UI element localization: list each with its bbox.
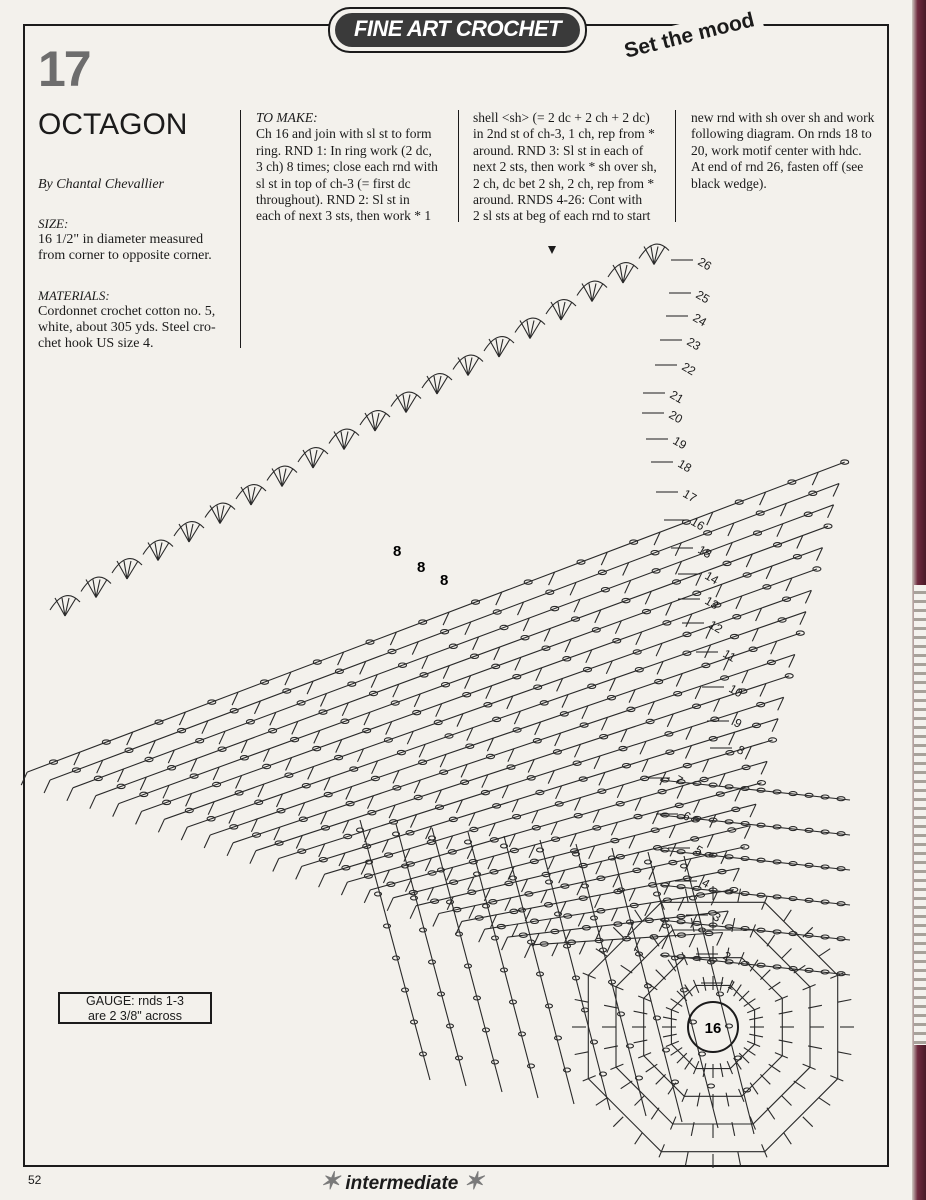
stitch-post [819,1098,831,1106]
materials-line: chet hook US size 4. [38,336,154,351]
instruction-line: throughout). RND 2: Sl st in [256,192,410,208]
stitch-post [656,1074,666,1084]
chain-loop [591,1040,598,1044]
chart-row [396,824,466,1086]
shell-scallop [546,300,576,314]
stitch-post [697,1093,700,1107]
chain-loop [384,924,391,928]
stitch-post [726,1093,729,1107]
instruction-line: following diagram. On rnds 18 to [691,126,872,142]
stitch-post [250,851,256,864]
chart-center-motif [688,1002,738,1052]
chain-loop [618,1012,625,1016]
motif-label: 8 [417,559,426,576]
chart-row [347,761,767,882]
shell-scallop [453,355,483,369]
stitch-post [749,1034,763,1037]
stitch-post [634,1011,648,1014]
stitch-post [819,949,831,957]
round-label: 18 [675,456,695,476]
skill-level-text: intermediate [345,1173,459,1194]
motif-label: 8 [440,572,449,589]
chain-loop [393,956,400,960]
instruction-line: 20, work motif center with hdc. [691,142,862,158]
stitch-post [707,835,713,848]
shell-scallop [112,559,142,573]
stitch-post [838,1052,852,1055]
instruction-line: around. RNDS 4-26: Cont with [473,192,643,208]
stitch-post [575,1052,589,1055]
shell-scallop [174,522,204,536]
round-label: 14 [702,568,722,588]
round-label: 8 [734,742,748,758]
section-tagline: Set the mood [614,4,765,67]
instruction-line: At end of rnd 26, fasten off (see [691,159,864,175]
materials-label: MATERIALS: [38,288,110,303]
chart-row [531,933,723,945]
stitch-post [613,927,623,937]
round-label: 21 [667,387,687,407]
stitch-post [686,889,689,903]
stitch-post [749,1017,763,1020]
stitch-post [629,835,635,848]
chain-loop [841,460,849,464]
stitch-post [669,825,675,838]
stitch-post [136,811,142,824]
chain-loop [681,988,688,992]
chart-row [684,856,754,1134]
chart-row [360,820,430,1080]
stitch-post [552,943,558,956]
size-line: from corner to opposite corner. [38,248,212,263]
stitch-post [612,908,618,921]
round-label: 17 [680,486,700,506]
size-line: 16 1/2" in diameter measured [38,232,204,247]
fasten-off-marker [548,246,556,254]
shell-scallop [236,485,266,499]
stitch-post [67,788,73,801]
stitch-post [204,835,210,848]
stitch-post [656,970,666,980]
stitch-post [784,910,792,922]
shell-scallop [639,244,669,258]
round-label: 11 [720,646,739,665]
stitch-post [760,1074,770,1084]
stitch-post [782,1096,792,1106]
stitch-post [341,882,347,895]
stitch-post [596,949,608,957]
shell-scallop [143,540,173,554]
stitch-post [570,834,576,847]
round-label: 15 [695,542,715,562]
instruction-line: black wedge). [691,175,767,191]
gauge-line: are 2 3/8" across [87,1009,183,1023]
round-label: 6 [680,808,694,824]
stitch-post [512,924,518,937]
shell-scallop [298,448,328,462]
stitch-post [468,877,474,890]
stitch-post [589,846,595,859]
stitch-post [525,945,531,958]
instruction-line: 2 sl sts at beg of each rnd to start [473,208,651,224]
stitch-post [545,919,551,932]
stitch-post [319,874,325,887]
round-label: 19 [670,433,690,453]
stitch-post [633,852,639,865]
stitch-post [21,772,27,785]
chain-loop [654,1016,661,1020]
stitch-post [296,866,302,879]
round-label: 2 [720,948,734,964]
stitch-post [611,822,617,835]
stitch-post [595,895,601,908]
chain-loop [483,904,490,908]
stitch-post [578,913,584,926]
stitch-post [838,1000,852,1003]
round-label: 9 [731,715,745,731]
chain-loop [420,928,427,932]
instruction-line: ring. RND 1: In ring work (2 dc, [256,142,432,158]
instruction-line: next 2 sts, then work * sh over sh, [473,159,657,175]
motif-label: 8 [393,543,402,560]
round-label: 12 [706,617,726,637]
chain-loop [564,1068,571,1072]
chart-row [73,505,834,788]
stitch-post [738,1152,741,1166]
round-label: 25 [693,287,713,307]
instruction-line: shell <sh> (= 2 dc + 2 ch + 2 dc) [473,110,650,125]
chain-loop [411,896,418,900]
stitch-post [479,929,485,942]
round-label: 23 [684,334,704,354]
stitch-post [387,898,393,911]
stitch-post [711,892,717,905]
chain-loop [708,1084,715,1088]
round-labels [642,254,748,993]
stitch-post [750,804,756,817]
stitch-post [488,856,494,869]
pattern-title: OCTAGON [38,108,188,141]
shell-scallop [50,596,80,610]
gauge-box [58,992,212,1024]
instruction-line: in 2nd st of ch-3, 1 ch, rep from * [473,126,655,142]
round-label: 5 [692,842,706,858]
shell-scallop [329,429,359,443]
stitch-post [784,1133,792,1145]
stitch-post [548,856,554,869]
size-label: SIZE: [38,216,69,231]
stitch-post [689,934,695,947]
stitch-post [703,977,706,991]
shell-scallop [608,263,638,277]
stitch-post [613,874,619,887]
stitch-post [596,861,602,874]
shell-scallop [267,466,297,480]
chain-loop [591,916,598,920]
chart-row [302,719,778,867]
stitch-post [44,780,50,793]
round-label: 7 [672,772,686,788]
stitch-post [653,811,659,824]
shell-scallop [360,411,390,425]
stitch-post [686,1152,689,1166]
chain-loop [582,884,589,888]
stitch-post [364,890,370,903]
stitch-post [744,826,750,839]
chain-loop [654,892,661,896]
stitch-post [794,1081,806,1089]
round-label: 13 [702,593,722,613]
shell-scallop [422,374,452,388]
stitch-post [613,1117,623,1127]
stitch-post [158,819,164,832]
stitch-post [559,870,565,883]
stitch-post [90,796,96,809]
pattern-byline: By Chantal Chevallier [38,177,164,192]
stitch-post [651,1108,659,1120]
chart-row [439,847,745,914]
stitch-post [273,859,279,872]
stitch-post [428,887,434,900]
stitch-post [733,868,739,881]
chain-loop [717,992,724,996]
shell-scallop [391,392,421,406]
shell-scallop [205,503,235,517]
motif-markers [393,543,448,589]
chart-row [256,676,789,851]
stitch-post [779,1011,793,1014]
round-label: 4 [699,875,713,891]
stitch-post [410,906,416,919]
stitch-post [782,949,792,959]
gauge-line: GAUGE: rnds 1-3 [86,994,184,1008]
stitch-post [803,1117,813,1127]
stitch-post [717,933,723,946]
round-label: 1 [725,977,739,993]
stitch-post [433,914,439,927]
instruction-line: 3 ch) 8 times; close each rnd with [256,159,438,175]
stitch-post [634,1040,648,1043]
stitch-post [502,937,508,950]
chart-wedge [21,244,854,1168]
page-number: 52 [28,1173,42,1187]
materials-line: white, about 305 yds. Steel cro- [38,320,216,335]
stitch-post [596,1098,608,1106]
instruction-line: sl st in top of ch-3 (= first dc [256,175,411,191]
instruction-line: around. RND 3: Sl st in each of [473,142,644,158]
stitch-post [621,965,633,973]
magazine-title: FINE ART CROCHET [335,13,580,47]
chart-row [27,462,845,772]
chart-row [416,826,750,906]
shell-scallop [577,281,607,295]
shell-scallop [484,337,514,351]
round-label: 10 [726,681,746,701]
stitch-post [767,1108,775,1120]
stitch-post [447,867,453,880]
to-make-label: TO MAKE: [256,110,318,125]
instruction-line: each of next 3 sts, then work * 1 [256,208,432,224]
stitch-post [635,910,643,922]
stitch-post [760,970,770,980]
stitch-post [779,1040,793,1043]
instruction-line: Ch 16 and join with sl st to form [256,126,432,142]
stitch-post [469,906,475,919]
stitch-post [678,898,684,911]
stitch-post [227,843,233,856]
stitch-post [767,935,775,947]
skill-level-badge [320,1167,484,1196]
stitch-post [629,888,635,901]
chain-loop [492,1060,499,1064]
instruction-line: 2 ch, dc bet 2 sh, 2 ch, rep from * [473,175,655,191]
round-label: 22 [679,359,699,379]
chain-loop [555,1036,562,1040]
round-label: 26 [695,254,715,274]
stitch-post [720,1063,723,1077]
round-label: 20 [666,407,686,427]
stitch-post [720,977,723,991]
stitch-post [670,843,676,856]
stitch-post [663,1034,677,1037]
stitch-post [607,940,613,953]
stitch-post [541,890,547,903]
stitch-post [663,1017,677,1020]
star-icon: ✶ [320,1168,341,1195]
stitch-post [635,1133,643,1145]
stitch-post [113,804,119,817]
stitch-post [522,879,528,892]
star-icon: ✶ [463,1168,484,1195]
shell-scallop [515,318,545,332]
round-label: 16 [688,514,708,534]
round-label: 3 [710,909,724,925]
stitch-post [181,827,187,840]
materials-line: Cordonnet crochet cotton no. 5, [38,304,216,319]
stitch-post [579,941,585,954]
stitch-post [738,889,741,903]
round-label: 24 [690,310,710,330]
instruction-line: new rnd with sh over sh and work [691,110,875,125]
center-ring-label: 16 [704,1020,722,1037]
pattern-number: 17 [38,41,90,97]
stitch-post [505,898,511,911]
chain-loop [528,1064,535,1068]
shell-scallop [81,577,111,591]
stitch-post [621,1081,633,1089]
